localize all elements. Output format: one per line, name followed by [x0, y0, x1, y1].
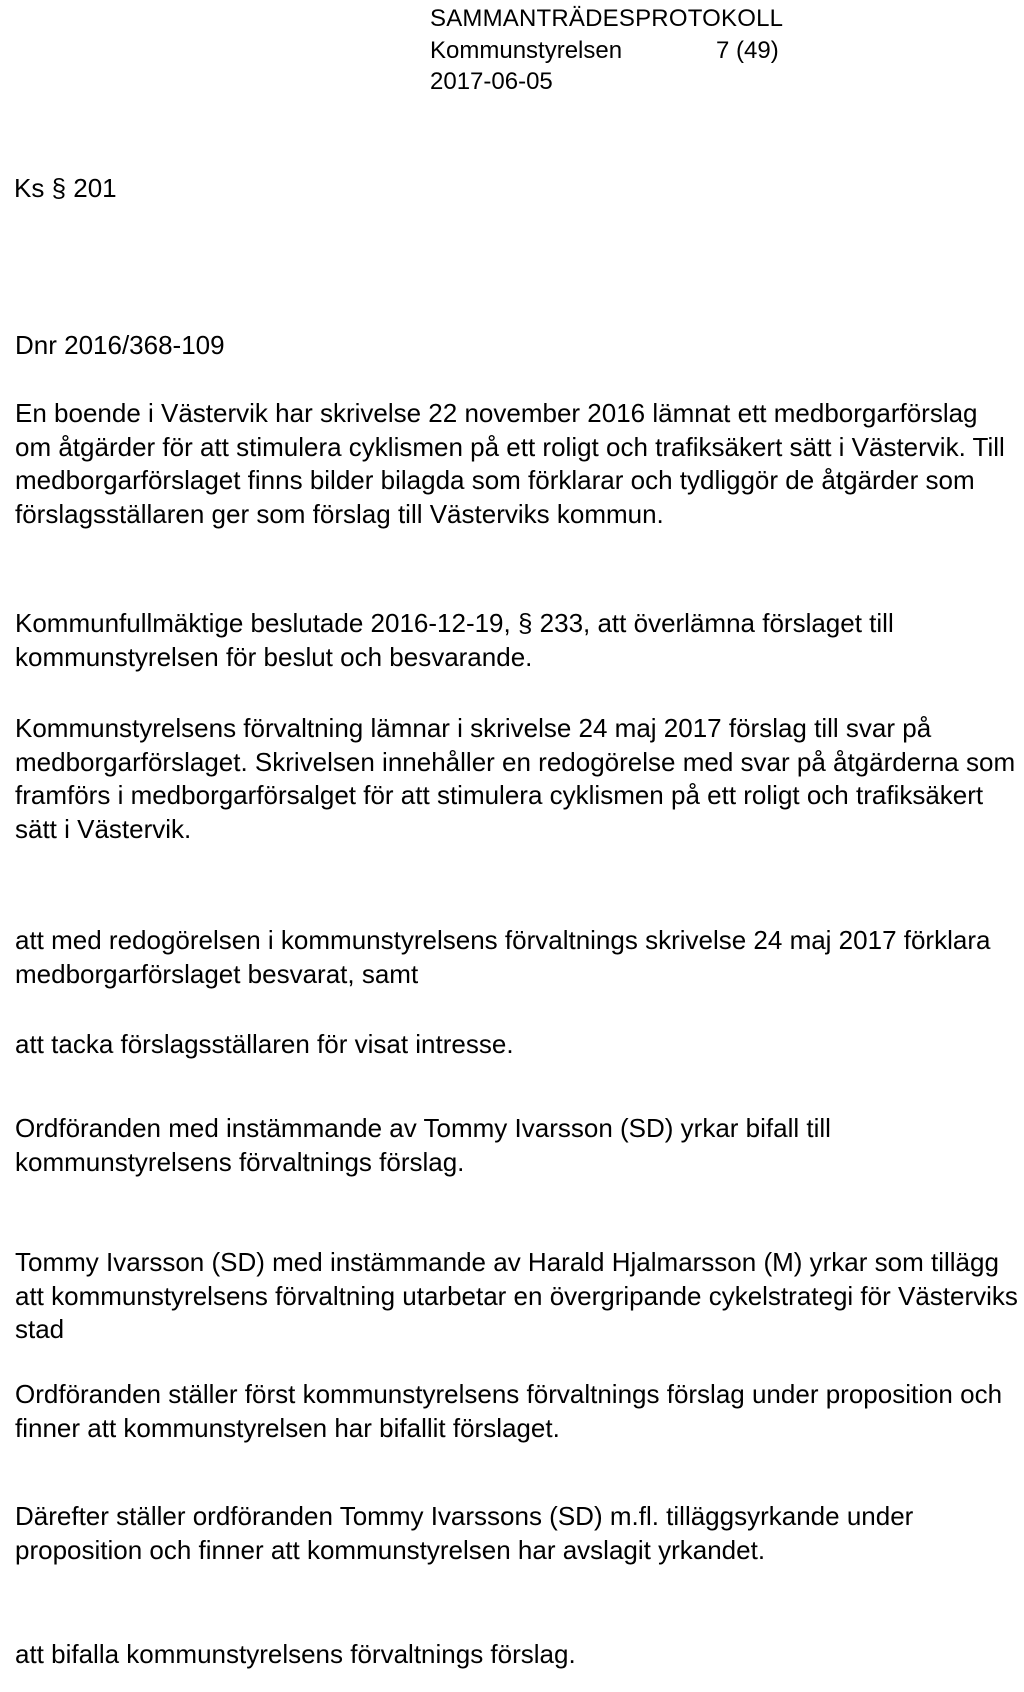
- addition-motion-paragraph: Tommy Ivarsson (SD) med instämmande av Harald Hjalmarsson (M) yrkar som tillägg att kommunstyrelsens förvaltning utarbetar en övergripande cykelstrategi för Västerviks stad: [15, 1247, 1018, 1344]
- background-paragraph: En boende i Västervik har skrivelse 22 november 2016 lämnat ett medborgarförslag om åtgärder för att stimulera cyklismen på ett roligt och trafiksäkert sätt i Västervik. Till medborgarförslaget finns bilder bilagda som förklarar och tydliggör de åtgärder som förslagsställaren ger som förslag till Västerviks kommun.: [15, 398, 1005, 529]
- document-type-title: SAMMANTRÄDESPROTOKOLL: [430, 5, 784, 32]
- administration-proposal-paragraph: Kommunstyrelsens förvaltning lämnar i skrivelse 24 maj 2017 förslag till svar på medborgarförslaget. Skrivelsen innehåller en redogörelse med svar på åtgärderna som framförs i medborgarförsalget för att stimulera cyklismen på ett roligt och trafiksäkert sätt i Västervik.: [15, 713, 1016, 844]
- meeting-date: 2017-06-05: [430, 68, 553, 95]
- chair-motion-paragraph: Ordföranden med instämmande av Tommy Ivarsson (SD) yrkar bifall till kommunstyrelsens förvaltnings förslag.: [15, 1113, 831, 1177]
- header-board-line: [430, 36, 779, 66]
- page-number: 7 (49): [716, 37, 779, 64]
- first-proposition-paragraph: Ordföranden ställer först kommunstyrelsens förvaltnings förslag under proposition och finner att kommunstyrelsen har bifallit förslaget.: [15, 1379, 1003, 1443]
- second-proposition-paragraph: Därefter ställer ordföranden Tommy Ivarssons (SD) m.fl. tilläggsyrkande under proposition och finner att kommunstyrelsen har avslagit yrkandet.: [15, 1501, 914, 1565]
- board-name: Kommunstyrelsen: [430, 37, 623, 64]
- section-number: Ks § 201: [14, 173, 117, 203]
- diary-number: Dnr 2016/368-109: [15, 330, 225, 360]
- proposal-clause-thanks: att tacka förslagsställaren för visat intresse.: [15, 1029, 514, 1059]
- proposal-clause-answered: att med redogörelsen i kommunstyrelsens förvaltnings skrivelse 24 maj 2017 förklara medborgarförslaget besvarat, samt: [15, 925, 991, 989]
- council-decision-paragraph: Kommunfullmäktige beslutade 2016-12-19, § 233, att överlämna förslaget till kommunstyrelsen för beslut och besvarande.: [15, 608, 894, 672]
- decision-paragraph: att bifalla kommunstyrelsens förvaltnings förslag.: [15, 1639, 576, 1669]
